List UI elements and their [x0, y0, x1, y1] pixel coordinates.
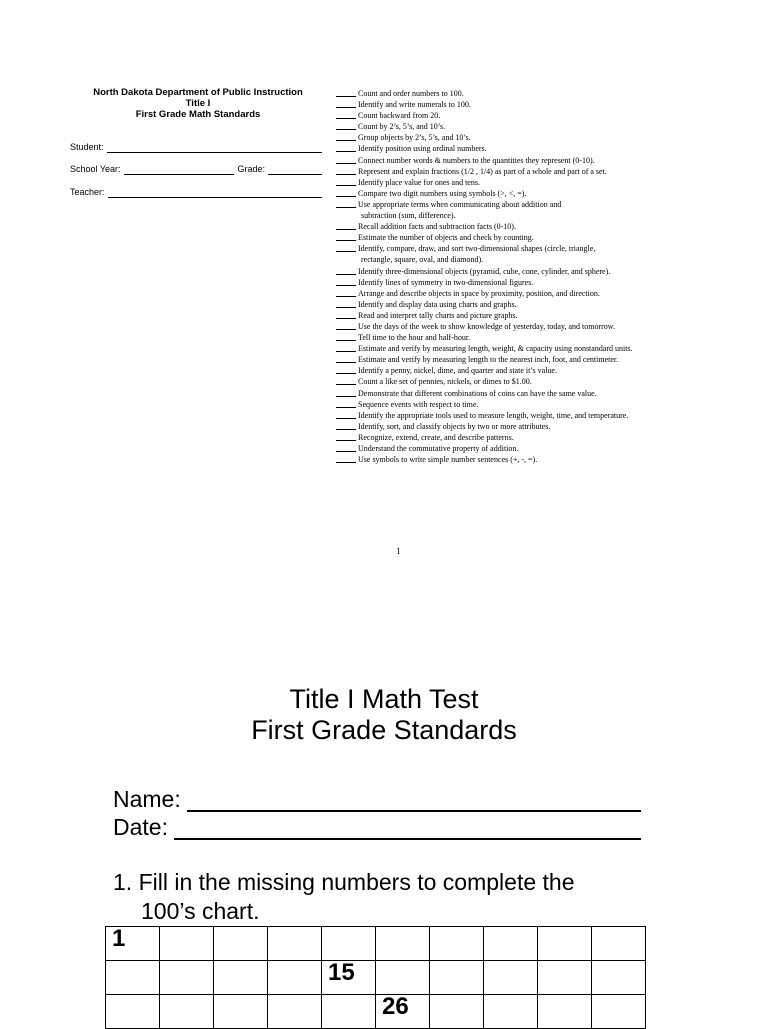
standard-text: Use the days of the week to show knowledge of yesterday, today, and tomorrow. [358, 321, 616, 331]
standard-text: Arrange and describe objects in space by proximity, position, and direction. [358, 288, 600, 298]
standard-text: Recall addition facts and subtraction facts (0-10). [358, 222, 516, 232]
standard-item [336, 421, 716, 432]
grade-label: Grade: [237, 164, 266, 174]
standard-text: Use appropriate terms when communicating about addition and [358, 199, 562, 209]
standard-checkbox-blank[interactable] [336, 288, 356, 297]
document-header [70, 87, 326, 120]
standard-text: Identify, sort, and classify objects by two or more attributes. [358, 421, 551, 431]
student-field [70, 141, 322, 153]
standard-item [336, 299, 716, 310]
standard-checkbox-blank[interactable] [336, 110, 356, 119]
standard-checkbox-blank[interactable] [336, 365, 356, 374]
standard-checkbox-blank[interactable] [336, 421, 356, 430]
standard-text: Identify place value for ones and tens. [358, 177, 480, 187]
chart-cell[interactable] [592, 995, 646, 1029]
chart-cell: 15 [322, 961, 376, 995]
chart-row [106, 995, 646, 1029]
standard-text: Identify and write numerals to 100. [358, 100, 471, 110]
chart-cell[interactable] [214, 927, 268, 961]
standard-item [336, 221, 716, 232]
standard-item [336, 277, 716, 288]
grade-blank[interactable] [268, 165, 322, 175]
standard-text: Estimate and verify by measuring length, weight, & capacity using nonstandard units. [358, 344, 633, 354]
chart-cell[interactable] [484, 995, 538, 1029]
header-line-1: North Dakota Department of Public Instruction [93, 87, 303, 98]
standard-item [336, 410, 716, 421]
standard-checkbox-blank[interactable] [336, 354, 356, 363]
chart-cell[interactable] [430, 927, 484, 961]
standard-text: Represent and explain fractions (1/2 , 1/4) as part of a whole and part of a set. [358, 166, 607, 176]
standard-text: Demonstrate that different combinations of coins can have the same value. [358, 388, 597, 398]
chart-cell[interactable] [268, 927, 322, 961]
standard-item [336, 454, 716, 465]
standard-item [336, 254, 716, 265]
standard-item [336, 110, 716, 121]
school-year-blank[interactable] [124, 165, 234, 175]
standard-checkbox-blank[interactable] [336, 332, 356, 341]
standard-checkbox-blank[interactable] [336, 321, 356, 330]
standard-checkbox-blank[interactable] [336, 266, 356, 275]
standard-item [336, 432, 716, 443]
test-title-line-1: Title I Math Test [289, 684, 479, 714]
standard-checkbox-blank[interactable] [336, 432, 356, 441]
standard-text: subtraction (sum, difference). [361, 211, 456, 221]
standard-text: Estimate the number of objects and check by counting. [358, 233, 534, 243]
student-label: Student: [70, 142, 104, 152]
standard-text: Understand the commutative property of addition. [358, 444, 519, 453]
standard-checkbox-blank[interactable] [336, 188, 356, 197]
standard-checkbox-blank[interactable] [336, 155, 356, 164]
standard-item [336, 121, 716, 132]
standard-text: rectangle, square, oval, and diamond). [361, 255, 484, 265]
date-label: Date: [113, 814, 168, 840]
standard-checkbox-blank[interactable] [336, 388, 356, 397]
name-blank[interactable] [187, 790, 641, 812]
date-field [113, 812, 641, 840]
standard-checkbox-blank[interactable] [336, 454, 356, 463]
standard-item [336, 143, 716, 154]
standard-checkbox-blank[interactable] [336, 121, 356, 130]
standard-item [336, 177, 716, 188]
standard-text: Identify, compare, draw, and sort two-dimensional shapes (circle, triangle, [358, 244, 596, 254]
standards-checklist [336, 88, 716, 465]
standard-item [336, 288, 716, 299]
page-number: 1 [396, 546, 401, 556]
standard-text: Compare two digit numbers using symbols (>, <, =). [358, 188, 527, 198]
chart-cell[interactable] [106, 961, 160, 995]
standard-item [336, 376, 716, 387]
standard-checkbox-blank[interactable] [336, 243, 356, 252]
standard-item [336, 321, 716, 332]
standard-checkbox-blank[interactable] [336, 376, 356, 385]
standard-checkbox-blank[interactable] [336, 132, 356, 141]
standard-item [336, 388, 716, 399]
standard-item [336, 343, 716, 354]
chart-cell: 26 [376, 995, 430, 1029]
header-line-2: Title I [185, 98, 211, 109]
chart-cell[interactable] [430, 961, 484, 995]
standard-item [336, 88, 716, 99]
standard-checkbox-blank[interactable] [336, 88, 356, 97]
standard-item [336, 266, 716, 277]
teacher-field [70, 186, 322, 198]
chart-row [106, 927, 646, 961]
chart-cell[interactable] [538, 927, 592, 961]
standard-checkbox-blank[interactable] [336, 221, 356, 230]
chart-cell[interactable] [538, 995, 592, 1029]
chart-cell[interactable] [214, 995, 268, 1029]
standard-item [336, 155, 716, 166]
standard-item [336, 365, 716, 376]
standard-text: Count by 2’s, 5’s, and 10’s. [358, 122, 446, 132]
standard-checkbox-blank[interactable] [336, 277, 356, 286]
standard-item [336, 199, 716, 210]
standard-checkbox-blank[interactable] [336, 343, 356, 352]
chart-cell[interactable] [322, 995, 376, 1029]
standard-text: Count backward from 20. [358, 111, 441, 121]
standard-text: Count and order numbers to 100. [358, 89, 464, 98]
question-1-line-2: 100’s chart. [141, 898, 260, 924]
chart-cell[interactable] [268, 995, 322, 1029]
chart-cell[interactable] [160, 995, 214, 1029]
standard-checkbox-blank[interactable] [336, 199, 356, 208]
standard-item [336, 399, 716, 410]
chart-row [106, 961, 646, 995]
standard-text: Sequence events with respect to time. [358, 399, 479, 409]
standard-checkbox-blank[interactable] [336, 410, 356, 419]
chart-cell[interactable] [430, 995, 484, 1029]
name-field [113, 784, 641, 812]
chart-cell[interactable] [592, 927, 646, 961]
standard-checkbox-blank[interactable] [336, 443, 356, 452]
standard-text: Use symbols to write simple number sentences (+, -, =). [358, 455, 538, 465]
chart-cell: 1 [106, 927, 160, 961]
hundreds-chart [105, 926, 646, 1029]
chart-cell[interactable] [484, 961, 538, 995]
test-title-line-2: First Grade Standards [251, 715, 517, 745]
standard-text: Estimate and verify by measuring length to the nearest inch, foot, and centimeter. [358, 355, 619, 365]
chart-cell[interactable] [376, 927, 430, 961]
chart-cell[interactable] [376, 961, 430, 995]
standard-text: Identify three-dimensional objects (pyramid, cube, cone, cylinder, and sphere). [358, 266, 611, 276]
chart-cell[interactable] [106, 995, 160, 1029]
question-1 [113, 868, 673, 926]
standard-item [336, 354, 716, 365]
chart-cell[interactable] [484, 927, 538, 961]
chart-cell[interactable] [160, 927, 214, 961]
chart-cell[interactable] [538, 961, 592, 995]
question-1-line-1: 1. Fill in the missing numbers to complete the [113, 869, 575, 895]
standard-checkbox-blank[interactable] [336, 99, 356, 108]
standard-text: Connect number words & numbers to the quantities they represent (0-10). [358, 155, 595, 165]
standard-item [336, 232, 716, 243]
standard-text: Identify lines of symmetry in two-dimensional figures. [358, 277, 534, 287]
chart-cell[interactable] [268, 961, 322, 995]
test-title [0, 684, 768, 746]
standard-text: Group objects by 2’s, 5’s, and 10’s. [358, 133, 471, 143]
standard-checkbox-blank[interactable] [336, 166, 356, 175]
chart-cell[interactable] [322, 927, 376, 961]
standard-text: Recognize, extend, create, and describe patterns. [358, 432, 514, 442]
date-blank[interactable] [174, 818, 641, 840]
standard-item [336, 132, 716, 143]
school-year-grade-field [70, 163, 322, 175]
standard-item [336, 99, 716, 110]
standard-item [336, 166, 716, 177]
chart-cell[interactable] [214, 961, 268, 995]
school-year-label: School Year: [70, 164, 121, 174]
chart-cell[interactable] [160, 961, 214, 995]
header-line-3: First Grade Math Standards [135, 109, 261, 120]
standard-checkbox-blank[interactable] [336, 177, 356, 186]
chart-cell[interactable] [592, 961, 646, 995]
standard-item [336, 243, 716, 254]
standard-text: Identify position using ordinal numbers. [358, 144, 487, 154]
standard-checkbox-blank[interactable] [336, 299, 356, 308]
standard-item [336, 310, 716, 321]
standard-text: Identify a penny, nickel, dime, and quarter and state it’s value. [358, 366, 557, 376]
test-page [0, 600, 768, 1024]
standard-text: Identify and display data using charts and graphs. [358, 299, 517, 309]
standard-text: Identify the appropriate tools used to measure length, weight, time, and temperature. [358, 410, 629, 420]
standard-text: Tell time to the hour and half-hour. [358, 333, 471, 343]
standard-item [336, 210, 716, 221]
teacher-blank[interactable] [108, 188, 322, 198]
standard-item [336, 188, 716, 199]
standard-text: Count a like set of pennies, nickels, or dimes to $1.00. [358, 377, 532, 387]
standard-checkbox-blank[interactable] [336, 232, 356, 241]
teacher-label: Teacher: [70, 187, 105, 197]
standard-item [336, 443, 716, 454]
standard-checkbox-blank[interactable] [336, 310, 356, 319]
standard-text: Read and interpret tally charts and picture graphs. [358, 310, 518, 320]
standard-checkbox-blank[interactable] [336, 143, 356, 152]
name-label: Name: [113, 786, 181, 812]
standard-checkbox-blank[interactable] [336, 399, 356, 408]
standard-item [336, 332, 716, 343]
student-blank[interactable] [107, 143, 322, 153]
